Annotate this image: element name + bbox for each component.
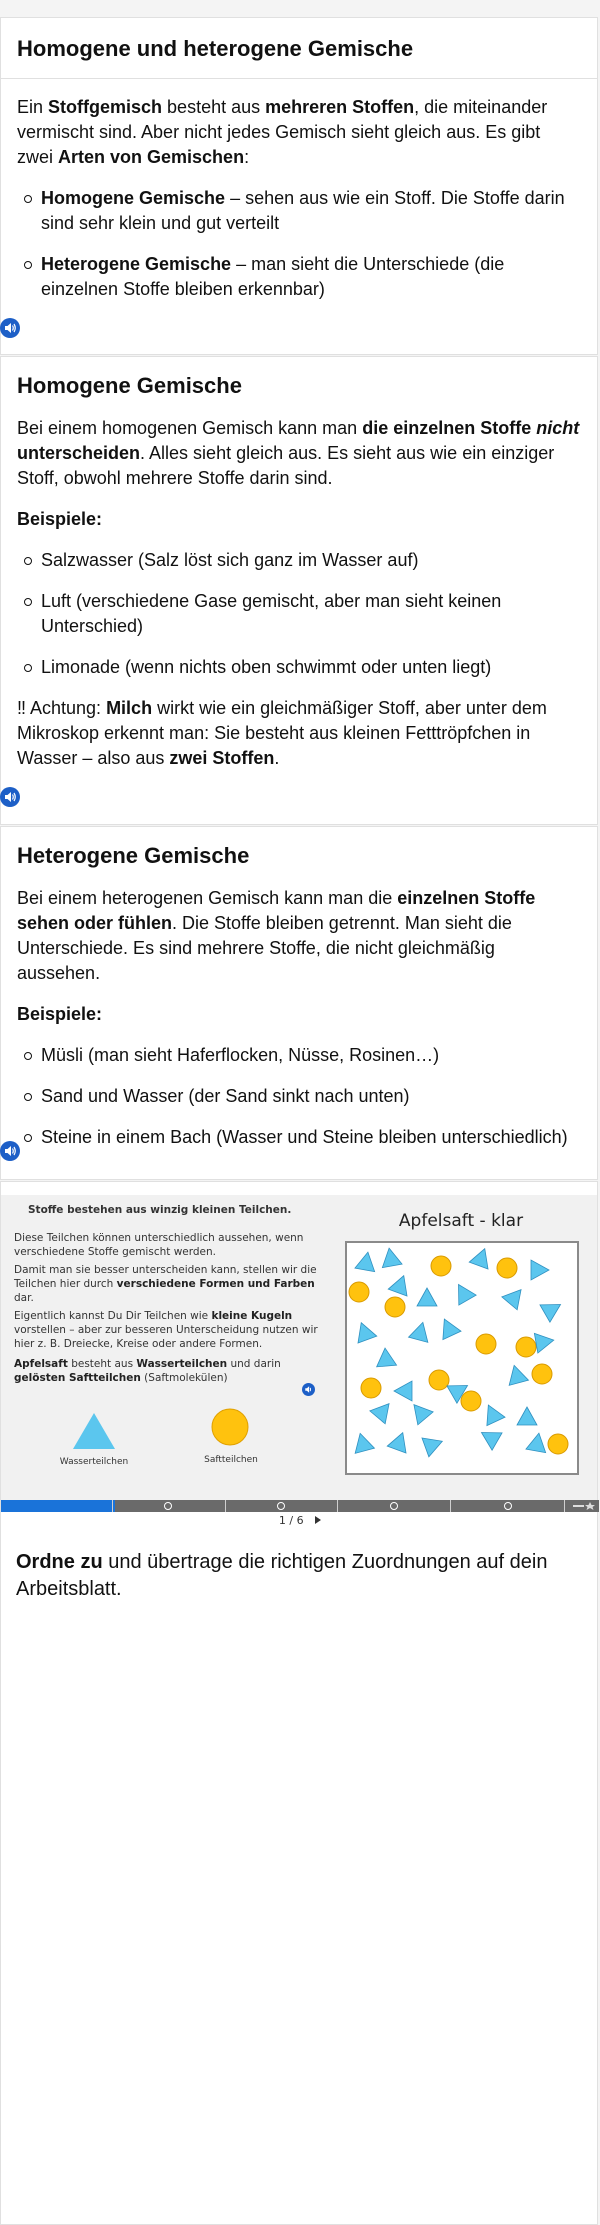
progress-divider <box>225 1500 226 1512</box>
speaker-icon <box>3 790 17 804</box>
list-item: Müsli (man sieht Haferflocken, Nüsse, Rosinen…) <box>41 1043 581 1068</box>
section-title: Homogene Gemische <box>17 373 242 398</box>
audio-play-button[interactable] <box>0 318 20 338</box>
section-intro: Bei einem heterogenen Gemisch kann man die einzelnen Stoffe sehen oder fühlen. Die Stoffe bleiben getrennt. Man sieht die Unterschiede. Es sind mehrere Stoffe, die nicht gleichmäßig aussehen. <box>17 888 536 983</box>
more-options-icon[interactable] <box>573 1502 595 1510</box>
section-card-overview <box>0 17 598 355</box>
juice-particle <box>461 1391 481 1411</box>
legend-juice-label: Saftteilchen <box>204 1455 258 1465</box>
section-intro: Bei einem homogenen Gemisch kann man die einzelnen Stoffe nicht unterscheiden. Alles sieht gleich aus. Es sieht aus wie ein einziger Stoff, obwohl mehrere Stoffe darin sind. <box>17 418 580 488</box>
list-item: Luft (verschiedene Gase gemischt, aber man sieht keinen Unterschied) <box>41 589 581 639</box>
slide-paragraph: Apfelsaft besteht aus Wasserteilchen und darin gelösten Saftteilchen (Saftmolekülen) <box>14 1358 281 1384</box>
list-item: Heterogene Gemische – man sieht die Unterschiede (die einzelnen Stoffe bleiben erkennbar) <box>41 252 581 302</box>
juice-particle <box>431 1256 451 1276</box>
warning-note: ‼ Achtung: Milch wirkt wie ein gleichmäßiger Stoff, aber unter dem Mikroskop erkennt man: Sie besteht aus kleinen Fetttröpfchen in Wasser – also aus zwei Stoffen. <box>17 698 547 768</box>
examples-list <box>17 548 581 680</box>
speaker-icon <box>304 1385 313 1394</box>
progress-divider <box>337 1500 338 1512</box>
play-right-icon <box>315 1516 321 1524</box>
progress-marker[interactable] <box>390 1502 398 1510</box>
section-title: Heterogene Gemische <box>17 843 250 868</box>
list-item: Salzwasser (Salz löst sich ganz im Wasser auf) <box>41 548 581 573</box>
section-card-heterogeneous <box>0 826 598 1180</box>
list-item: Homogene Gemische – sehen aus wie ein Stoff. Die Stoffe darin sind sehr klein und gut verteilt <box>41 186 581 236</box>
water-particle-legend-icon <box>71 1411 117 1451</box>
section-card-homogeneous <box>0 356 598 825</box>
slide-paragraph: Diese Teilchen können unterschiedlich aussehen, wenn verschiedene Stoffe gemischt werden. <box>14 1232 304 1258</box>
juice-particle <box>349 1282 369 1302</box>
juice-particle <box>429 1370 449 1390</box>
progress-fill <box>1 1500 115 1512</box>
slide-progress-bar[interactable] <box>1 1500 599 1512</box>
juice-particle <box>548 1434 568 1454</box>
progress-divider <box>112 1500 113 1512</box>
type-list <box>17 186 581 302</box>
task-instruction <box>16 1549 582 1603</box>
slide-paragraph: Damit man sie besser unterscheiden kann, stellen wir die Teilchen hier durch verschiedene Formen und Farben dar. <box>14 1264 317 1304</box>
juice-particle <box>497 1258 517 1278</box>
list-item: Limonade (wenn nichts oben schwimmt oder unten liegt) <box>41 655 581 680</box>
examples-label: Beispiele: <box>17 1004 103 1024</box>
juice-particle <box>532 1364 552 1384</box>
slide-heading: Stoffe bestehen aus winzig kleinen Teilchen. <box>28 1204 292 1216</box>
section-title: Homogene und heterogene Gemische <box>17 36 414 61</box>
apple-juice-particle-box <box>345 1241 579 1475</box>
section-title-bar <box>1 18 597 79</box>
slide-area <box>1 1195 597 1500</box>
box-title: Apfelsaft - klar <box>398 1211 524 1231</box>
slide-text <box>14 1203 319 1385</box>
audio-play-button[interactable] <box>0 1141 20 1161</box>
list-item: Steine in einem Bach (Wasser und Steine bleiben unterschiedlich) <box>41 1125 581 1150</box>
juice-particle <box>476 1334 496 1354</box>
list-item: Sand und Wasser (der Sand sinkt nach unten) <box>41 1084 581 1109</box>
task-text: Ordne zu und übertrage die richtigen Zuordnungen auf dein Arbeitsblatt. <box>16 1551 548 1600</box>
progress-divider <box>564 1500 565 1512</box>
juice-particle <box>516 1337 536 1357</box>
slide-paragraph: Eigentlich kannst Du Dir Teilchen wie kleine Kugeln vorstellen – aber zur besseren Unterscheidung nutzen wir hier z. B. Dreiecke, Kreise oder andere Formen. <box>14 1310 318 1350</box>
page-indicator: 1 / 6 <box>278 1514 304 1527</box>
examples-list <box>17 1043 581 1150</box>
legend-water-label: Wasserteilchen <box>59 1457 129 1467</box>
section-intro: Ein Stoffgemisch besteht aus mehreren Stoffen, die miteinander vermischt sind. Aber nicht jedes Gemisch sieht gleich aus. Es gibt zwei Arten von Gemischen: <box>17 97 548 167</box>
progress-marker[interactable] <box>164 1502 172 1510</box>
audio-play-button[interactable] <box>0 787 20 807</box>
slide-pager <box>0 1514 600 1530</box>
speaker-icon <box>3 321 17 335</box>
slide-audio-button[interactable] <box>302 1383 315 1396</box>
progress-marker[interactable] <box>504 1502 512 1510</box>
next-slide-button[interactable] <box>315 1514 321 1527</box>
examples-label: Beispiele: <box>17 509 103 529</box>
progress-divider <box>450 1500 451 1512</box>
speaker-icon <box>3 1144 17 1158</box>
juice-particle-legend-icon <box>210 1407 250 1447</box>
juice-particle <box>361 1378 381 1398</box>
progress-marker[interactable] <box>277 1502 285 1510</box>
juice-particle <box>385 1297 405 1317</box>
